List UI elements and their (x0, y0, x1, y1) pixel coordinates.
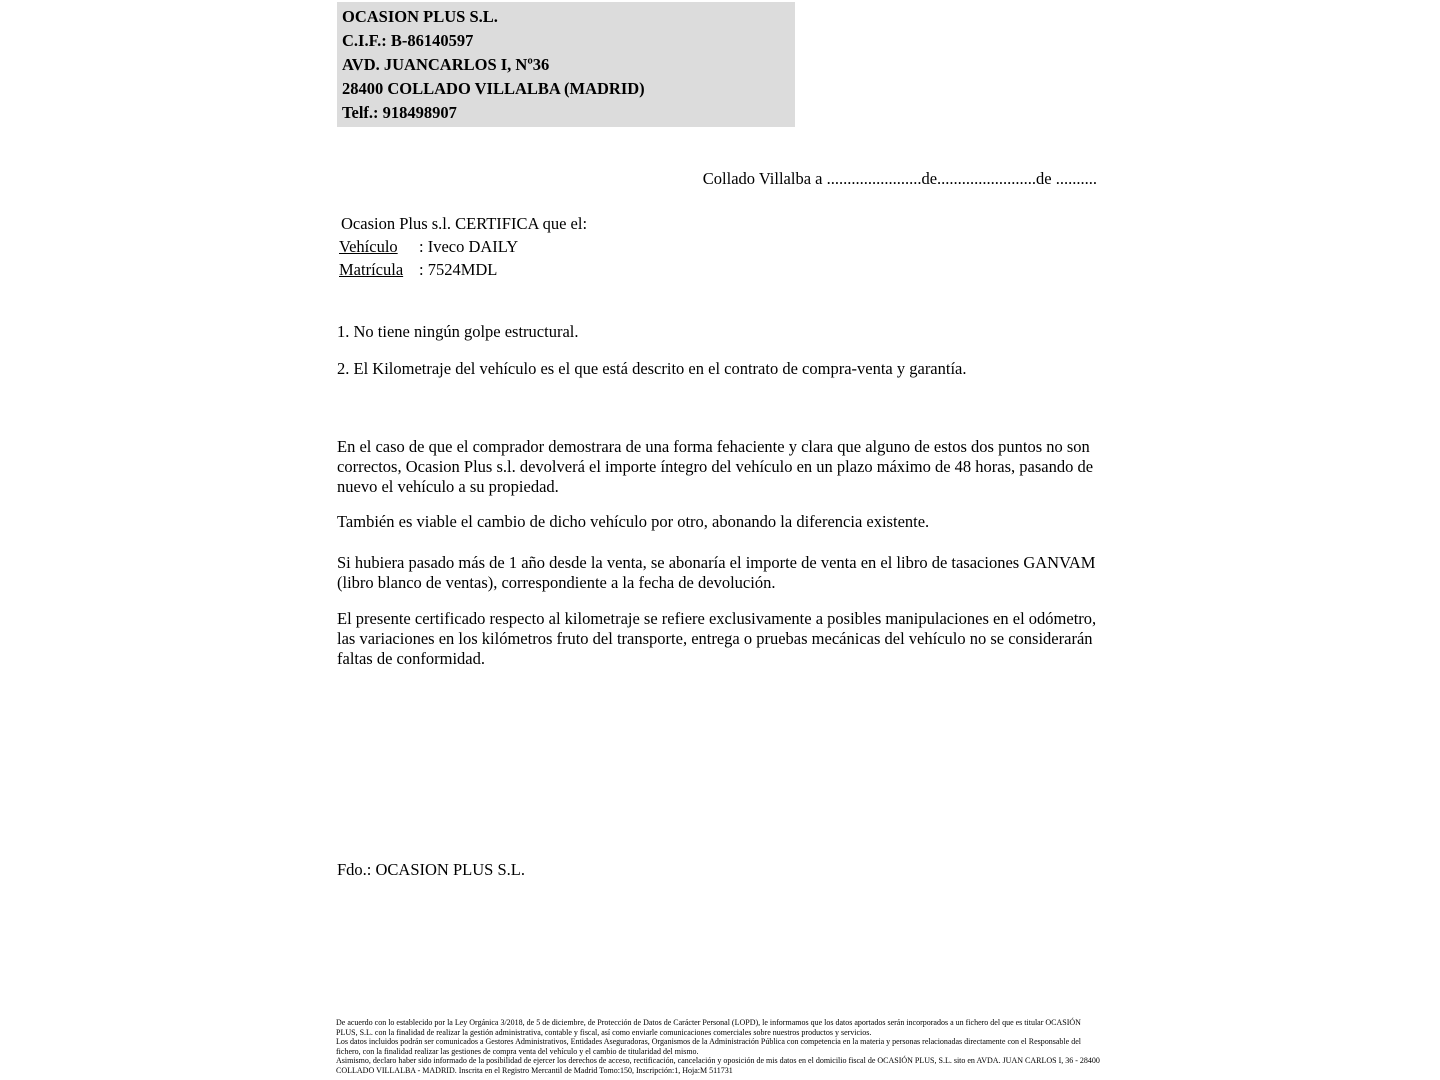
body-paragraph: El presente certificado respecto al kilometraje se refiere exclusivamente a posibles manipulaciones en el odómetro, las variaciones en los kilómetros fruto del transporte, entrega o pruebas mecánicas del vehículo no se considerarán faltas de conformidad. (337, 609, 1097, 668)
company-phone: Telf.: 918498907 (342, 103, 457, 122)
legal-paragraph: Asimismo, declaro haber sido informado de la posibilidad de ejercer los derechos de acceso, rectificación, cancelación y oposición de mis datos en el domicilio fiscal de OCASIÓN PLUS, S.L. sito en AVDA. JUAN CARLOS I, 36 - 28400 COLLADO VILLALBA - MADRID. Inscrita en el Registro Mercantil de Madrid Tomo:150, Inscripción:1, Hoja:M 511731 (336, 1056, 1100, 1075)
company-header-box (337, 2, 795, 127)
signature-line: Fdo.: OCASION PLUS S.L. (337, 860, 525, 879)
body-paragraph: En el caso de que el comprador demostrara de una forma fehaciente y clara que alguno de estos dos puntos no son correctos, Ocasion Plus s.l. devolverá el importe íntegro del vehículo en un plazo máximo de 48 horas, pasando de nuevo el vehículo a su propiedad. (337, 437, 1094, 496)
legal-paragraph: De acuerdo con lo establecido por la Ley Orgánica 3/2018, de 5 de diciembre, de Protección de Datos de Carácter Personal (LOPD), le informamos que los datos aportados serán incorporados a un fichero del que es titular OCASIÓN PLUS, S.L. con la finalidad de realizar la gestión administrativa, contable y fiscal, así como enviarle comunicaciones comerciales sobre nuestros productos y servicios. (336, 1018, 1081, 1037)
date-line: Collado Villalba a .......................de........................de .......... (702, 169, 1097, 188)
vehicle-row (337, 237, 1097, 257)
body-paragraph: También es viable el cambio de dicho vehículo por otro, abonando la diferencia existente. (337, 512, 930, 531)
company-address: AVD. JUANCARLOS I, Nº36 (342, 55, 550, 74)
certificate-point-2: 2. El Kilometraje del vehículo es el que está descrito en el contrato de compra-venta y garantía. (337, 359, 967, 378)
company-cif: C.I.F.: B-86140597 (342, 31, 474, 50)
company-city: 28400 COLLADO VILLALBA (MADRID) (342, 79, 645, 98)
document-body (337, 2, 1097, 669)
company-name: OCASION PLUS S.L. (342, 7, 498, 26)
plate-value: : 7524MDL (419, 260, 498, 279)
plate-label: Matrícula (339, 260, 404, 279)
certifica-intro: Ocasion Plus s.l. CERTIFICA que el: (341, 214, 588, 233)
certificate-point-1: 1. No tiene ningún golpe estructural. (337, 322, 579, 341)
vehicle-label: Vehículo (339, 237, 398, 256)
vehicle-value: : Iveco DAILY (419, 237, 519, 256)
legal-notice (336, 1018, 1100, 1076)
legal-paragraph: Los datos incluidos podrán ser comunicados a Gestores Administrativos, Entidades Aseguradoras, Organismos de la Administración Pública con competencia en la materia y personas relacionadas directamente con el Responsable del fichero, con la finalidad realizar las gestiones de compra venta del vehículo y el cambio de titularidad del mismo. (336, 1037, 1081, 1056)
body-paragraph: Si hubiera pasado más de 1 año desde la venta, se abonaría el importe de venta en el libro de tasaciones GANVAM (libro blanco de ventas), correspondiente a la fecha de devolución. (337, 553, 1096, 592)
plate-row (337, 260, 1097, 280)
